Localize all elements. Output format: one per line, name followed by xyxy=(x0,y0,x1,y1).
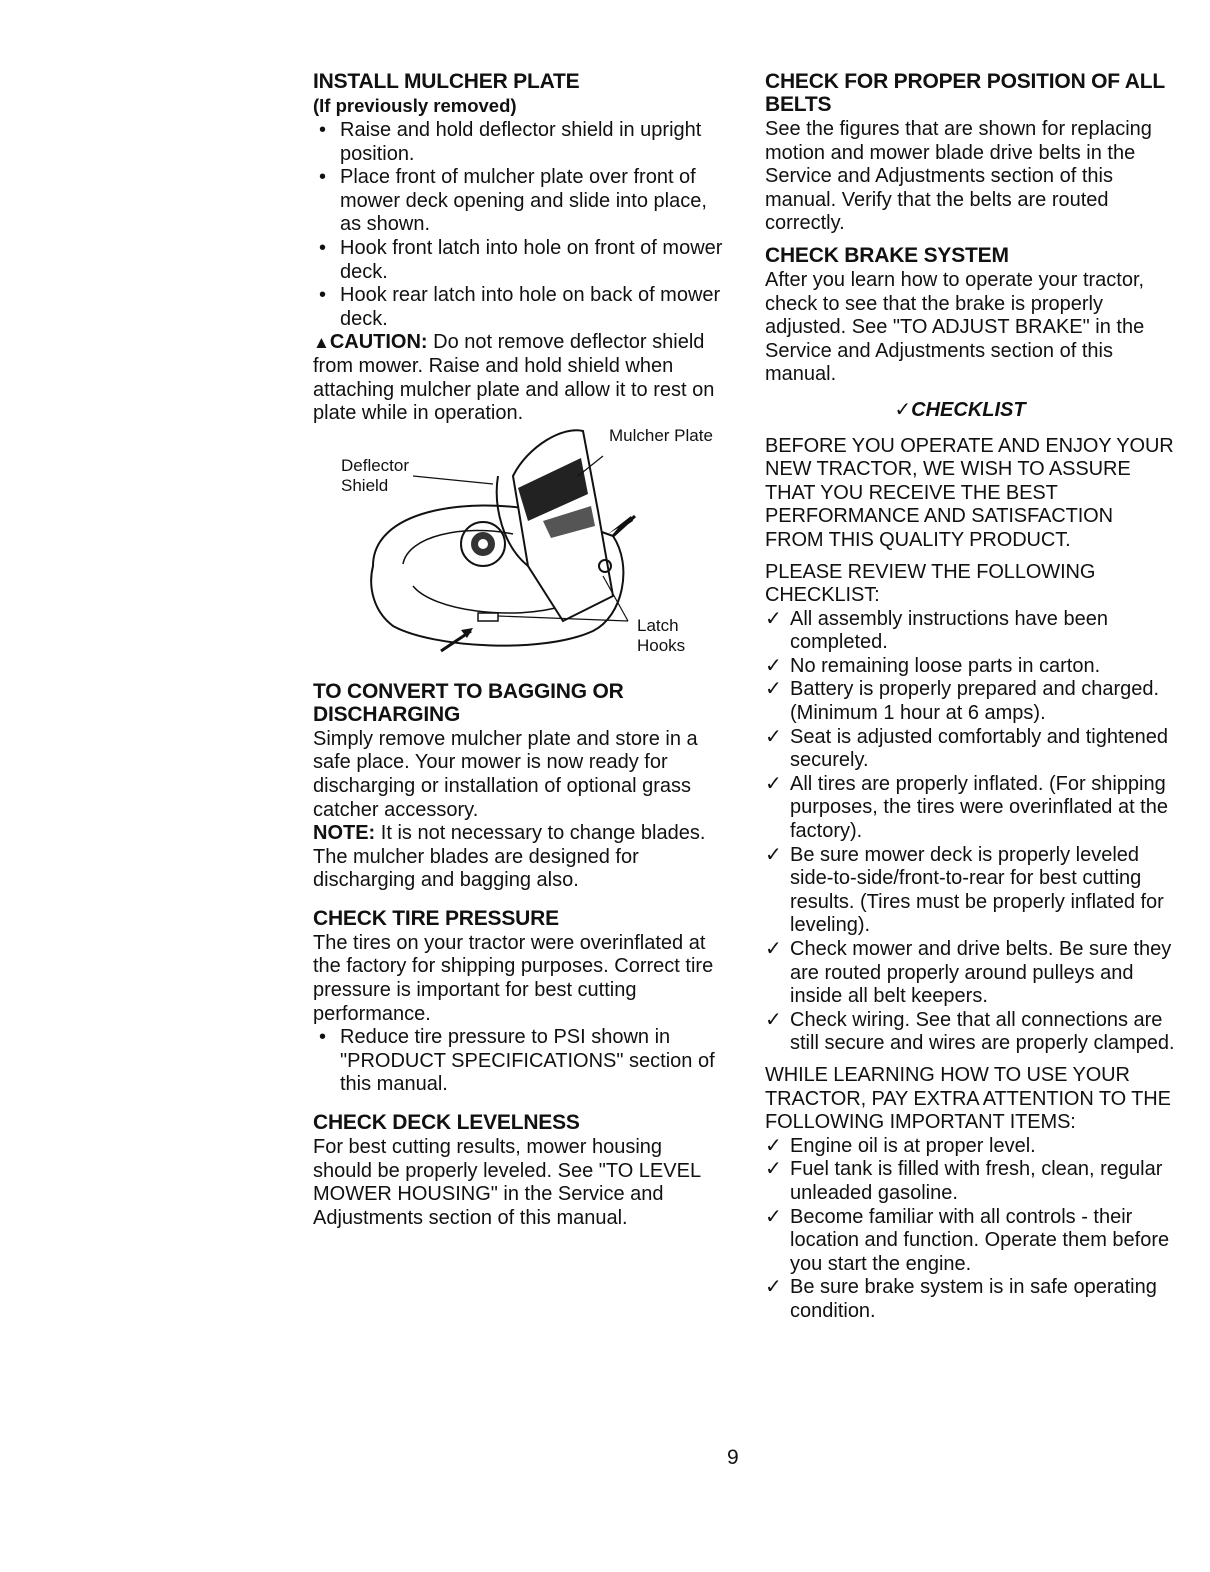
belts-section xyxy=(765,70,1175,236)
list-item: ✓ Fuel tank is filled with fresh, clean, regular unleaded gasoline. xyxy=(765,1158,1175,1205)
mulcher-plate-label: Mulcher Plate xyxy=(609,425,713,445)
list-item: • Hook front latch into hole on front of mower deck. xyxy=(313,237,725,284)
list-item: ✓ Be sure mower deck is properly leveled side-to-side/front-to-rear for best cutting results. (Tires must be properly inflated for leveling). xyxy=(765,844,1175,938)
list-item: ✓ All assembly instructions have been completed. xyxy=(765,608,1175,655)
list-item: • Raise and hold deflector shield in upright position. xyxy=(313,119,725,166)
tire-pressure-section xyxy=(313,907,725,1097)
spacer xyxy=(313,1097,725,1111)
list-item: ✓ Battery is properly prepared and charged. (Minimum 1 hour at 6 amps). xyxy=(765,678,1175,725)
list-item: • Hook rear latch into hole on back of mower deck. xyxy=(313,284,725,331)
list-item: • Reduce tire pressure to PSI shown in "PRODUCT SPECIFICATIONS" section of this manual. xyxy=(313,1026,725,1097)
tire-pressure-heading: CHECK TIRE PRESSURE xyxy=(313,906,559,930)
list-item: ✓ Check wiring. See that all connections are still secure and wires are properly clamped. xyxy=(765,1009,1175,1056)
spacer xyxy=(313,893,725,907)
install-mulcher-section xyxy=(313,70,725,426)
list-item: ✓ No remaining loose parts in carton. xyxy=(765,655,1175,679)
belts-heading: CHECK FOR PROPER POSITION OF ALL BELTS xyxy=(765,70,1165,116)
brake-text: After you learn how to operate your tractor, check to see that the brake is properly adjusted. See "TO ADJUST BRAKE" in the Service and Adjustments section of this manual. xyxy=(765,268,1145,386)
list-item: ✓ Check mower and drive belts. Be sure they are routed properly around pulleys and inside all belt keepers. xyxy=(765,938,1175,1009)
latch-hooks-label: Latch Hooks xyxy=(637,615,686,655)
warning-triangle-icon: ▲ xyxy=(313,333,330,353)
caution-paragraph xyxy=(313,331,725,425)
deck-levelness-text: For best cutting results, mower housing should be properly leveled. See "TO LEVEL MOWER HOUSING" in the Service and Adjustments section of this manual. xyxy=(313,1136,701,1229)
spacer xyxy=(765,236,1175,244)
note-text: It is not necessary to change blades. The mulcher blades are designed for discharging and bagging also. xyxy=(313,822,706,892)
list-item: ✓ Engine oil is at proper level. xyxy=(765,1135,1175,1159)
list-item: ✓ All tires are properly inflated. (For shipping purposes, the tires were overinflated at the factory). xyxy=(765,773,1175,844)
list-item: • Place front of mulcher plate over front of mower deck opening and slide into place, as shown. xyxy=(313,166,725,237)
tire-pressure-text: The tires on your tractor were overinflated at the factory for shipping purposes. Correct tire pressure is important for best cutting performance. xyxy=(313,931,714,1025)
learning-intro: WHILE LEARNING HOW TO USE YOUR TRACTOR, PAY EXTRA ATTENTION TO THE FOLLOWING IMPORTANT ITEMS: xyxy=(765,1063,1171,1134)
right-column xyxy=(765,70,1175,1324)
install-mulcher-subheading: (If previously removed) xyxy=(313,95,517,116)
deck-levelness-heading: CHECK DECK LEVELNESS xyxy=(313,1111,580,1135)
deck-levelness-section xyxy=(313,1111,725,1230)
install-mulcher-heading: INSTALL MULCHER PLATE xyxy=(313,70,580,93)
left-column xyxy=(313,70,725,1230)
spacer xyxy=(765,1056,1175,1064)
belts-text: See the figures that are shown for replacing motion and mower blade drive belts in the Service and Adjustments section of this manual. Verify that the belts are routed correctly. xyxy=(765,118,1152,235)
checklist-section xyxy=(765,435,1175,1324)
checklist-items xyxy=(765,608,1175,1056)
checklist-intro: BEFORE YOU OPERATE AND ENJOY YOUR NEW TRACTOR, WE WISH TO ASSURE THAT YOU RECEIVE THE BEST PERFORMANCE AND SATISFACTION FROM THIS QUALITY PRODUCT. xyxy=(765,434,1174,551)
caution-text: Do not remove deflector shield from mower. Raise and hold shield when attaching mulcher plate and allow it to rest on plate while in operation. xyxy=(313,331,715,425)
note-paragraph xyxy=(313,822,725,893)
note-label: NOTE: xyxy=(313,822,376,845)
mulcher-plate-figure xyxy=(313,416,725,666)
spacer xyxy=(313,666,725,680)
important-items-list xyxy=(765,1135,1175,1324)
convert-section xyxy=(313,680,725,893)
checklist-review: PLEASE REVIEW THE FOLLOWING CHECKLIST: xyxy=(765,560,1096,607)
list-item: ✓ Become familiar with all controls - their location and function. Operate them before you start the engine. xyxy=(765,1206,1175,1277)
brake-heading: CHECK BRAKE SYSTEM xyxy=(765,243,1009,267)
deflector-shield-label: Deflector Shield xyxy=(341,455,410,495)
spacer xyxy=(765,553,1175,561)
page-number: 9 xyxy=(727,1446,739,1469)
caution-label: CAUTION: xyxy=(329,331,428,354)
tire-pressure-list xyxy=(313,1026,725,1097)
convert-text: Simply remove mulcher plate and store in a safe place. Your mower is now ready for discharging or installation of optional grass catcher accessory. xyxy=(313,727,698,821)
list-item: ✓ Seat is adjusted comfortably and tightened securely. xyxy=(765,726,1175,773)
convert-heading: TO CONVERT TO BAGGING OR DISCHARGING xyxy=(313,679,624,726)
list-item: ✓ Be sure brake system is in safe operating condition. xyxy=(765,1276,1175,1323)
install-steps-list xyxy=(313,119,725,331)
brake-section xyxy=(765,244,1175,387)
checklist-title: ✓CHECKLIST xyxy=(894,398,1026,421)
